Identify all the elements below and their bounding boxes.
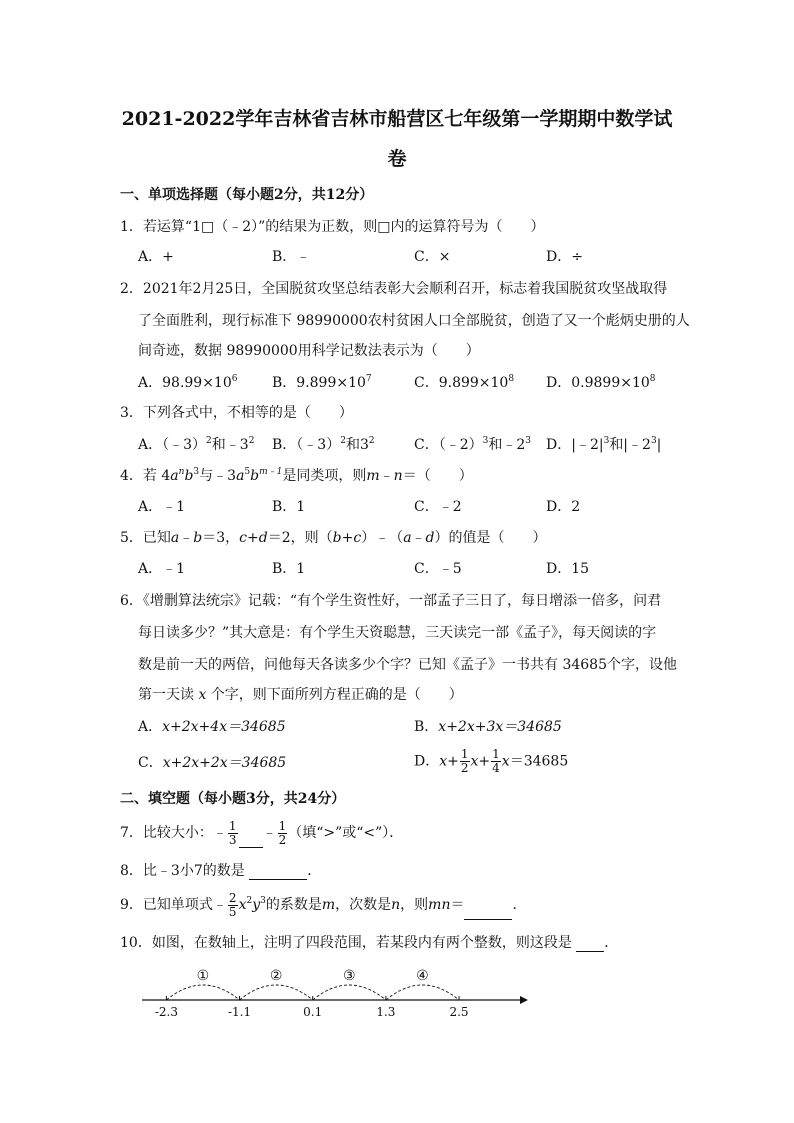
question-number: 2． <box>120 281 143 297</box>
stem-text: + <box>341 530 354 546</box>
equation-rhs: ＝34685 <box>509 753 569 770</box>
option-expression: x+2x+2x＝34685 <box>162 755 287 771</box>
option-a: A．﹣1 <box>138 499 186 515</box>
numerator: 1 <box>228 818 237 833</box>
question-stem-line: 2021年2月25日，全国脱贫攻坚总结表彰大会顺利召开，标志着我国脱贫攻坚战取得 <box>142 281 668 297</box>
question-2-line3: 间奇迹，数据 98990000用科学记数法表示为（ ） <box>138 343 480 359</box>
option-b <box>272 436 375 454</box>
numerator: 1 <box>460 747 469 761</box>
number-line-arc <box>166 985 239 1000</box>
fraction <box>491 748 501 775</box>
number-line-tick-label: -2.3 <box>154 1005 178 1019</box>
question-6-line4 <box>138 686 698 704</box>
option-exponent: 6 <box>231 374 238 384</box>
number-line-tick-label: 2.5 <box>449 1005 469 1019</box>
option-label: A． <box>138 437 163 453</box>
variable: x <box>238 897 247 913</box>
stem-text: 比较大小：﹣ <box>142 825 227 841</box>
stem-text: ． <box>307 863 322 879</box>
question-1-options <box>138 248 698 266</box>
exam-title-line2: 卷 <box>387 148 407 170</box>
question-6-line3: 数是前一天的两倍，问他每天各读多少个字？已知《孟子》一书共有 34685个字，设他 <box>138 657 677 673</box>
option-part: | <box>656 437 662 453</box>
number-line-arc <box>240 985 313 1000</box>
stem-text: ，次数是 <box>335 897 392 913</box>
fraction <box>228 820 238 847</box>
option-label: D． <box>546 437 572 453</box>
fraction <box>278 820 288 847</box>
question-4-options <box>138 498 698 516</box>
option-a <box>138 718 286 736</box>
option-label: C． <box>138 755 163 771</box>
question-number: 7． <box>120 825 143 841</box>
stem-text: ﹣ <box>179 530 194 546</box>
variable: d <box>425 530 435 546</box>
question-number: 5． <box>120 530 143 546</box>
option-label: A． <box>138 375 163 391</box>
stem-text: 已知 <box>142 530 171 546</box>
option-exponent: 3 <box>482 436 489 446</box>
option-base: 9.899×10 <box>296 375 366 391</box>
option-label: C． <box>414 375 439 391</box>
option-d <box>546 436 661 454</box>
option-part: （﹣3） <box>162 437 207 453</box>
stem-text: 第一天读 <box>138 687 199 703</box>
option-c <box>138 754 286 772</box>
numerator: 2 <box>228 890 237 905</box>
number-line-arcs <box>166 968 459 1000</box>
stem-text: ． <box>512 897 527 913</box>
option-label: D． <box>546 375 572 391</box>
question-7 <box>120 818 680 848</box>
option-exponent: 3 <box>603 436 610 446</box>
variable: b <box>332 530 342 546</box>
question-2-options <box>138 374 698 392</box>
question-5-options <box>138 560 698 578</box>
option-exponent: 3 <box>650 436 657 446</box>
operator: + <box>447 753 459 770</box>
option-part: （﹣2） <box>438 437 483 453</box>
option-c: C．﹣5 <box>414 561 462 577</box>
option-base: 98.99×10 <box>162 375 232 391</box>
stem-text: 若 4 <box>142 468 171 484</box>
number-line-tick-label: 1.3 <box>376 1005 396 1019</box>
stem-text: ＝（ ） <box>402 468 473 484</box>
question-3 <box>120 404 680 422</box>
question-8 <box>120 862 680 880</box>
stem-text: 比﹣3小7的数是 <box>142 863 250 879</box>
variable: a <box>170 468 179 484</box>
option-part: 和|﹣2 <box>609 437 651 453</box>
option-c: C．﹣2 <box>414 499 462 515</box>
variable: n <box>391 897 401 913</box>
question-number: 4． <box>120 468 143 484</box>
variable: n <box>393 468 403 484</box>
question-number: 8． <box>120 863 143 879</box>
option-part: 和3 <box>345 437 369 453</box>
denominator: 2 <box>460 761 469 775</box>
denominator: 3 <box>228 832 237 847</box>
option-exponent: 3 <box>525 436 532 446</box>
option-d: D．15 <box>546 561 590 577</box>
denominator: 5 <box>228 904 237 919</box>
stem-text: ＝ <box>450 897 465 913</box>
variable: a <box>236 468 245 484</box>
segment-label: ① <box>196 968 210 984</box>
variable: b <box>250 468 260 484</box>
variable: c <box>239 530 248 546</box>
exponent: m﹣1 <box>259 467 283 477</box>
option-label: D． <box>414 753 440 770</box>
option-base: 0.9899×10 <box>571 375 650 391</box>
option-exponent: 2 <box>340 436 346 446</box>
stem-text: 个字，则下面所列方程正确的是（ ） <box>206 687 463 703</box>
question-number: 3． <box>120 405 143 421</box>
variable: c <box>353 530 362 546</box>
segment-label: ③ <box>343 968 356 984</box>
option-a <box>138 436 254 454</box>
exam-title-line1: 2021-2022学年吉林省吉林市船营区七年级第一学期期中数学试 <box>121 108 673 130</box>
variable: mn <box>428 897 451 913</box>
stem-text: ． <box>604 935 619 951</box>
variable: x <box>470 753 479 770</box>
question-10 <box>120 934 680 952</box>
stem-text: （填“>”或“<”）． <box>288 825 404 841</box>
option-b <box>414 718 562 736</box>
option-label: B． <box>414 719 439 735</box>
number-line-arc <box>386 985 459 1000</box>
section2-title: 二、填空题（每小题3分，共24分） <box>120 791 346 807</box>
stem-text: 是同类项，则 <box>282 468 367 484</box>
stem-text: ﹣ <box>262 825 277 841</box>
segment-label: ② <box>269 968 283 984</box>
variable: a <box>170 530 180 546</box>
question-6 <box>120 592 680 610</box>
fraction <box>228 892 238 919</box>
stem-text: + <box>247 530 259 546</box>
option-b <box>272 374 372 392</box>
question-number: 1． <box>120 219 143 235</box>
variable: d <box>258 530 268 546</box>
option-part: 和﹣3 <box>211 437 249 453</box>
option-base: 9.899×10 <box>438 375 509 391</box>
option-b: B．1 <box>272 561 306 577</box>
question-stem: 若运算“1□（﹣2）”的结果为正数，则□内的运算符号为（ ） <box>142 219 545 235</box>
option-a <box>138 374 237 392</box>
option-label: B． <box>272 375 297 391</box>
option-exponent: 2 <box>206 436 212 446</box>
stem-text: ﹣ <box>411 530 426 546</box>
stem-text: 与﹣3 <box>199 468 237 484</box>
question-2 <box>120 280 680 298</box>
option-label: B． <box>272 437 297 453</box>
stem-text: 如图，在数轴上，注明了四段范围，若某段内有两个整数，则这段是 <box>151 935 577 951</box>
number-line-tick-label: -1.1 <box>227 1005 252 1019</box>
option-label: C． <box>414 437 439 453</box>
number-line-figure <box>130 960 540 1030</box>
option-c <box>414 436 531 454</box>
denominator: 4 <box>492 761 500 775</box>
option-exponent: 8 <box>508 374 515 384</box>
option-exponent: 7 <box>365 374 372 384</box>
question-2-line2: 了全面胜利，现行标准下 98990000农村贫困人口全部脱贫，创造了又一个彪炳史册的人 <box>138 313 690 329</box>
option-part: 和﹣2 <box>488 437 526 453</box>
stem-text: ﹣ <box>379 468 394 484</box>
denominator: 2 <box>278 832 287 847</box>
variable: x <box>198 687 207 703</box>
option-b: B．﹣ <box>272 249 311 265</box>
numerator: 1 <box>492 747 500 761</box>
option-d <box>546 374 656 392</box>
answer-blank[interactable] <box>239 833 263 848</box>
answer-blank[interactable] <box>464 905 512 920</box>
stem-text: 的系数是 <box>265 897 322 913</box>
numerator: 1 <box>278 818 287 833</box>
variable: x <box>439 753 448 770</box>
variable: x <box>501 753 510 770</box>
exponent: 5 <box>244 467 251 477</box>
number-line-tick-label: 0.1 <box>303 1005 323 1019</box>
option-c: C．× <box>414 249 451 265</box>
question-stem-line: 《增删算法统宗》记载：“有个学生资性好，一部孟子三日了，每日增添一倍多，问君 <box>142 593 662 609</box>
question-number: 9． <box>120 897 143 913</box>
fraction <box>460 748 470 775</box>
operator: + <box>478 753 491 770</box>
variable: b <box>184 468 194 484</box>
option-d <box>414 748 568 775</box>
option-c <box>414 374 514 392</box>
variable: n <box>178 467 185 477</box>
variable: b <box>193 530 203 546</box>
answer-blank[interactable] <box>249 865 307 880</box>
option-part: （﹣3） <box>296 437 341 453</box>
variable: m <box>366 468 380 484</box>
option-d: D．2 <box>546 499 581 515</box>
question-5 <box>120 529 680 547</box>
stem-text: 已知单项式﹣ <box>142 897 227 913</box>
section1-title: 一、单项选择题（每小题2分，共12分） <box>120 187 374 203</box>
option-part: |﹣2| <box>571 437 604 453</box>
exponent: 3 <box>193 467 200 477</box>
option-expression: x+2x+4x＝34685 <box>162 719 286 735</box>
question-number: 6． <box>120 593 143 609</box>
option-a: A．﹣1 <box>138 561 186 577</box>
number-line-arc <box>313 985 386 1000</box>
option-a: A．+ <box>138 249 174 265</box>
variable: m <box>321 897 336 913</box>
stem-text: ）的值是（ ） <box>434 530 547 546</box>
option-d: D．÷ <box>546 249 583 265</box>
axis-arrow <box>520 996 528 1004</box>
question-number: 10． <box>120 935 152 951</box>
exponent: 3 <box>260 896 266 906</box>
variable: y <box>252 897 261 913</box>
question-3-options <box>138 436 698 454</box>
question-9 <box>120 890 680 920</box>
option-exponent: 2 <box>248 436 255 446</box>
option-b: B．1 <box>272 499 306 515</box>
segment-label: ④ <box>416 968 429 984</box>
question-6-options-row1 <box>138 718 698 736</box>
exponent: 2 <box>246 896 253 906</box>
option-exponent: 8 <box>649 374 656 384</box>
variable: a <box>403 530 412 546</box>
stem-text: ＝2，则（ <box>267 530 333 546</box>
answer-blank[interactable] <box>576 937 604 952</box>
question-1 <box>120 218 680 236</box>
question-6-line2: 每日读多少？”其大意是：有个学生天资聪慧，三天读完一部《孟子》，每天阅读的字 <box>138 625 657 641</box>
question-4 <box>120 467 680 485</box>
question-6-options-row2 <box>138 747 698 782</box>
option-expression: x+2x+3x＝34685 <box>438 719 562 735</box>
question-stem: 下列各式中，不相等的是（ ） <box>142 405 353 421</box>
stem-text: ）﹣（ <box>361 530 404 546</box>
option-exponent: 2 <box>368 436 375 446</box>
stem-text: ＝3， <box>202 530 240 546</box>
option-label: A． <box>138 719 163 735</box>
stem-text: ，则 <box>400 897 429 913</box>
